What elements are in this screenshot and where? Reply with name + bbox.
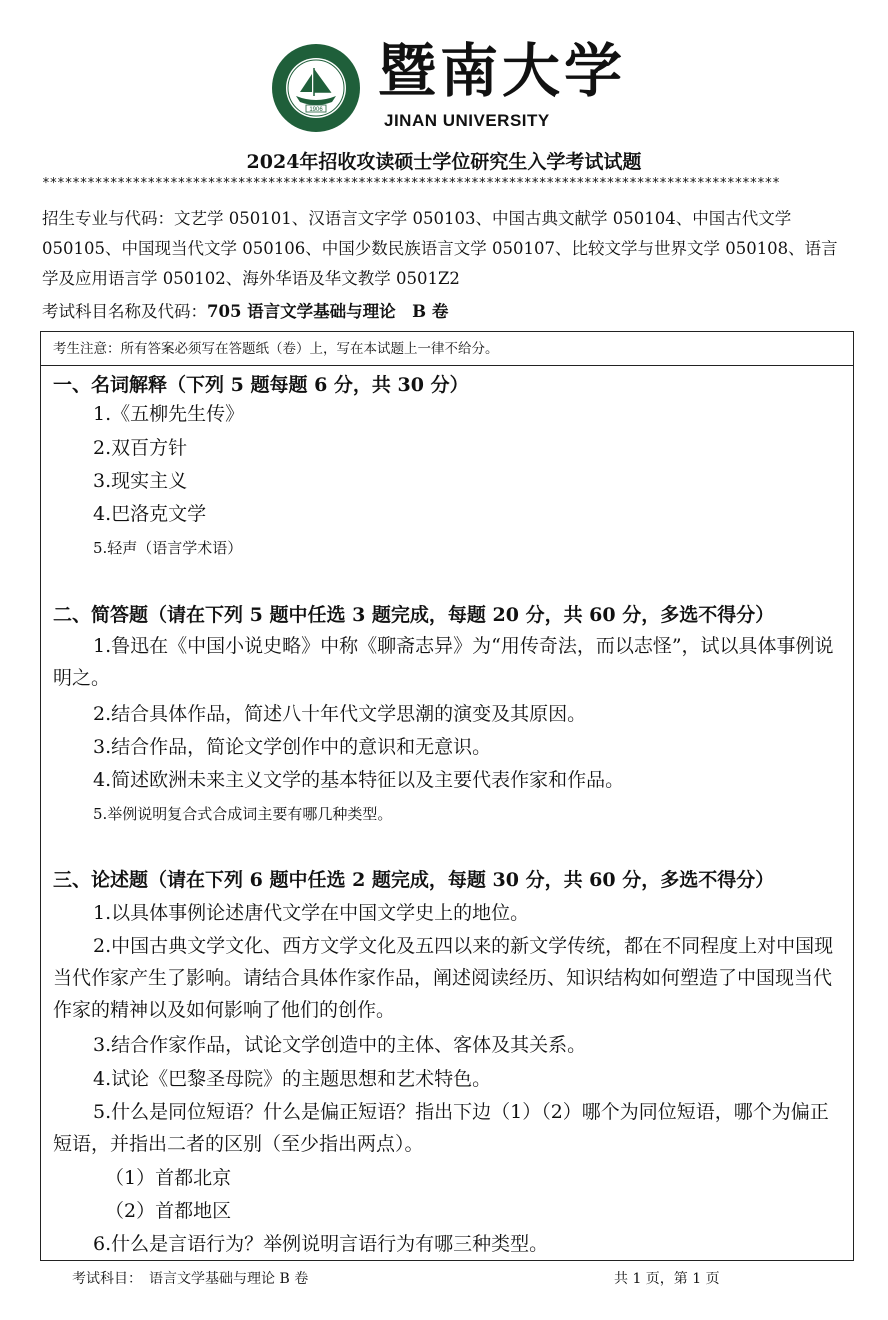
- s2-q3: 3.结合作品，简论文学创作中的意识和无意识。: [93, 736, 492, 758]
- university-name-en: JINAN UNIVERSITY: [384, 111, 550, 130]
- s3-q3: 3.结合作家作品，试论文学创造中的主体、客体及其关系。: [93, 1034, 587, 1056]
- star-divider: **************************************************************************************************: [42, 176, 780, 191]
- section-3-title: 三、论述题（请在下列 6 题中任选 2 题完成，每题 30 分，共 60 分，多选不得分）: [53, 869, 775, 891]
- s1-q2: 2.双百方针: [93, 437, 188, 459]
- s3-q6: 6.什么是言语行为？举例说明言语行为有哪三种类型。: [93, 1233, 549, 1255]
- s3-q2: 2.中国古典文学文化、西方文学文化及五四以来的新文学传统，都在不同程度上对中国现当代作家产生了影响。请结合具体作家作品，阐述阅读经历、知识结构如何塑造了中国现当代作家的精神以及如何影响了他们的创作。: [53, 935, 834, 1021]
- subject-value: 705 语言文学基础与理论 B 卷: [207, 302, 449, 321]
- candidate-notice: 考生注意：所有答案必须写在答题纸（卷）上，写在本试题上一律不给分。: [41, 332, 853, 366]
- s2-q2: 2.结合具体作品，简述八十年代文学思潮的演变及其原因。: [93, 703, 587, 725]
- s2-q4: 4.简述欧洲未来主义文学的基本特征以及主要代表作家和作品。: [93, 769, 625, 791]
- university-name-cn: 暨南大学: [378, 37, 627, 105]
- exam-subject: [42, 298, 448, 322]
- s1-q4: 4.巴洛克文学: [93, 503, 207, 525]
- s3-q4: 4.试论《巴黎圣母院》的主题思想和艺术特色。: [93, 1068, 492, 1090]
- s2-q1: 1.鲁迅在《中国小说史略》中称《聊斋志异》为“用传奇法，而以志怪”，试以具体事例说明之。: [53, 635, 834, 689]
- header: [0, 38, 888, 138]
- s1-q5: 5.轻声（语言学术语）: [93, 539, 243, 557]
- s3-q5: 5.什么是同位短语？什么是偏正短语？指出下边（1）（2）哪个为同位短语，哪个为偏正短语，并指出二者的区别（至少指出两点）。: [53, 1101, 829, 1155]
- footer-page-count: 共 1 页，第 1 页: [614, 1271, 720, 1287]
- subject-label: 考试科目名称及代码：: [42, 302, 207, 321]
- s1-q1: 1.《五柳先生传》: [93, 403, 245, 425]
- s3-q5-option-2: （2）首都地区: [105, 1200, 232, 1222]
- footer-subject: 考试科目： 语言文学基础与理论 B 卷: [72, 1271, 309, 1287]
- university-seal-icon: [270, 42, 362, 134]
- seal-year: 1906: [309, 107, 323, 113]
- s3-q1: 1.以具体事例论述唐代文学在中国文学史上的地位。: [93, 902, 530, 924]
- s1-q3: 3.现实主义: [93, 470, 188, 492]
- exam-title: 2024年招收攻读硕士学位研究生入学考试试题: [246, 151, 642, 173]
- section-1-title: 一、名词解释（下列 5 题每题 6 分，共 30 分）: [53, 374, 469, 396]
- section-2-title: 二、简答题（请在下列 5 题中任选 3 题完成，每题 20 分，共 60 分，多选不得分）: [53, 604, 775, 626]
- majors-list: 招生专业与代码：文艺学 050101、汉语言文字学 050103、中国古典文献学 050104、中国古代文学 050105、中国现当代文学 050106、中国少数民族语言文学 050107、比较文学与世界文学 050108、语言学及应用语言学 050102、海外华语及华文教学 0501Z2: [42, 209, 838, 288]
- question-box: [40, 331, 854, 1261]
- s3-q5-option-1: （1）首都北京: [105, 1167, 232, 1189]
- s2-q5: 5.举例说明复合式合成词主要有哪几种类型。: [93, 805, 393, 823]
